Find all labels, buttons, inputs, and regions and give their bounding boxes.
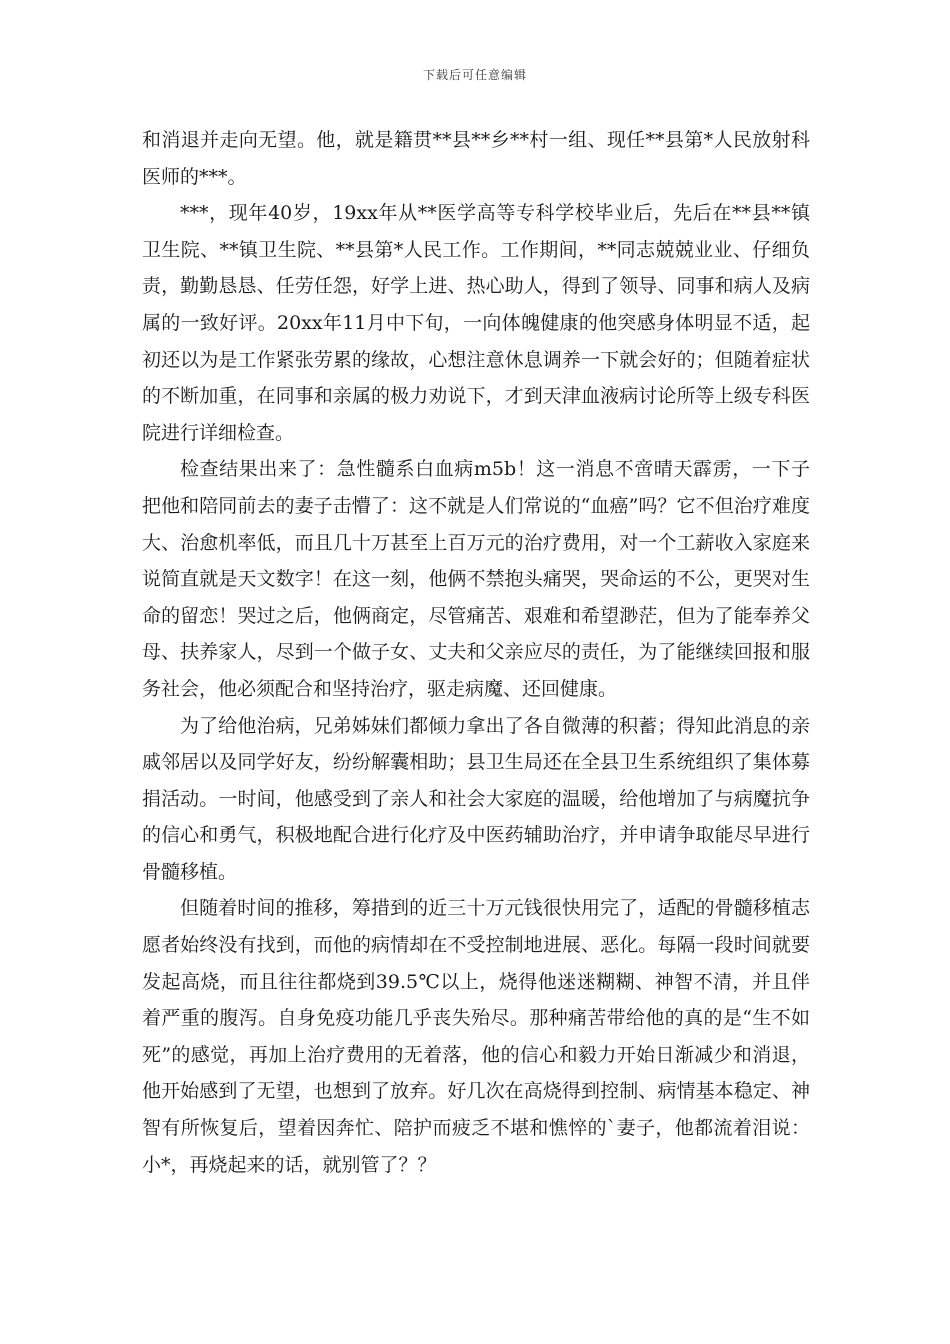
paragraph-5: 但随着时间的推移，筹措到的近三十万元钱很快用完了，适配的骨髓移植志愿者始终没有找到，而他的病情却在不受控制地进展、恶化。每隔一段时间就要发起高烧，而且往往都烧到39.5℃以上，烧得他迷迷糊糊、神智不清，并且伴着严重的腹泻。自身免疫功能几乎丧失殆尽。那种痛苦带给他的真的是“生不如死”的感觉，再加上治疗费用的无着落，他的信心和毅力开始日渐减少和消退，他开始感到了无望，也想到了放弃。好几次在高烧得到控制、病情基本稳定、神智有所恢复后，望着因奔忙、陪护而疲乏不堪和憔悴的`妻子，他都流着泪说：小*，再烧起来的话，就别管了？？ [142, 897, 810, 1176]
paragraph-2: ***，现年40岁，19xx年从**医学高等专科学校毕业后，先后在**县**镇卫生院、**镇卫生院、**县第*人民工作。工作期间，**同志兢兢业业、仔细负责，勤勤恳恳、任劳任怨，好学上进、热心助人，得到了领导、同事和病人及病属的一致好评。20xx年11月中下旬，一向体魄健康的他突感身体明显不适，起初还以为是工作紧张劳累的缘故，心想注意休息调养一下就会好的；但随着症状的不断加重，在同事和亲属的极力劝说下，才到天津血液病讨论所等上级专科医院进行详细检查。 [142, 202, 810, 444]
paragraph-1: 和消退并走向无望。他，就是籍贯**县**乡**村一组、现任**县第*人民放射科医师的***。 [142, 129, 810, 188]
document-body [142, 122, 810, 1183]
paragraph-4: 为了给他治病，兄弟姊妹们都倾力拿出了各自微薄的积蓄；得知此消息的亲戚邻居以及同学好友，纷纷解囊相助；县卫生局还在全县卫生系统组织了集体募捐活动。一时间，他感受到了亲人和社会大家庭的温暖，给他增加了与病魔抗争的信心和勇气，积极地配合进行化疗及中医药辅助治疗，并申请争取能尽早进行骨髓移植。 [142, 714, 810, 883]
page-header-note: 下载后可任意编辑 [422, 68, 527, 82]
paragraph-3: 检查结果出来了：急性髓系白血病m5b！这一消息不啻晴天霹雳，一下子把他和陪同前去的妻子击懵了：这不就是人们常说的“血癌”吗？它不但治疗难度大、治愈机率低，而且几十万甚至上百万元的治疗费用，对一个工薪收入家庭来说简直就是天文数字！在这一刻，他俩不禁抱头痛哭，哭命运的不公，更哭对生命的留恋！哭过之后，他俩商定，尽管痛苦、艰难和希望渺茫，但为了能奉养父母、扶养家人，尽到一个做子女、丈夫和父亲应尽的责任，为了能继续回报和服务社会，他必须配合和坚持治疗，驱走病魔、还回健康。 [142, 458, 810, 700]
